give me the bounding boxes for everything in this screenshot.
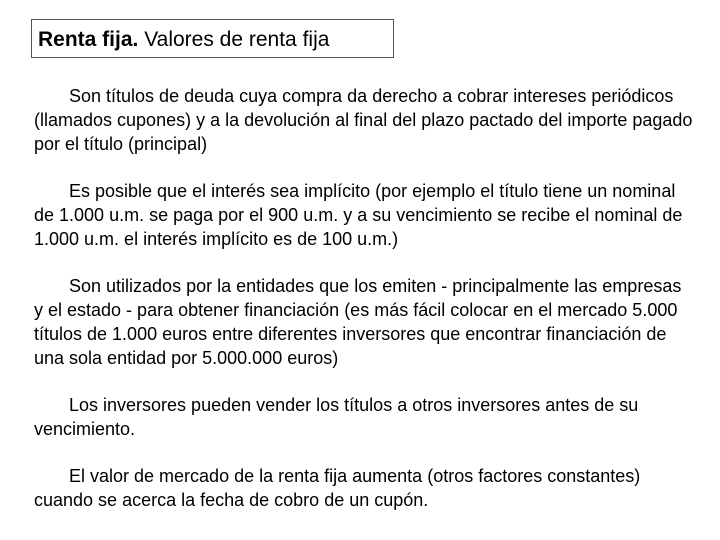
body-text [34,84,694,535]
paragraph-1: Son títulos de deuda cuya compra da derecho a cobrar intereses periódicos (llamados cupones) y a la devolución al final del plazo pactado del importe pagado por el título (principal) [34,86,693,154]
paragraph-4: Los inversores pueden vender los títulos a otros inversores antes de su vencimiento. [34,395,639,439]
paragraph-5: El valor de mercado de la renta fija aumenta (otros factores constantes) cuando se acerca la fecha de cobro de un cupón. [34,466,641,510]
slide-title [31,19,394,58]
paragraph-2: Es posible que el interés sea implícito (por ejemplo el título tiene un nominal de 1.000 u.m. se paga por el 900 u.m. y a su vencimiento se recibe el nominal de 1.000 u.m. el interés implícito es de 100 u.m.) [34,181,683,249]
title-rest: Valores de renta fija [138,28,330,51]
paragraph-3: Son utilizados por la entidades que los emiten - principalmente las empresas y el estado - para obtener financiación (es más fácil colocar en el mercado 5.000 títulos de 1.000 euros entre diferentes inversores que encontrar financiación de una sola entidad por 5.000.000 euros) [34,276,682,368]
title-bold: Renta fija. [38,28,139,51]
